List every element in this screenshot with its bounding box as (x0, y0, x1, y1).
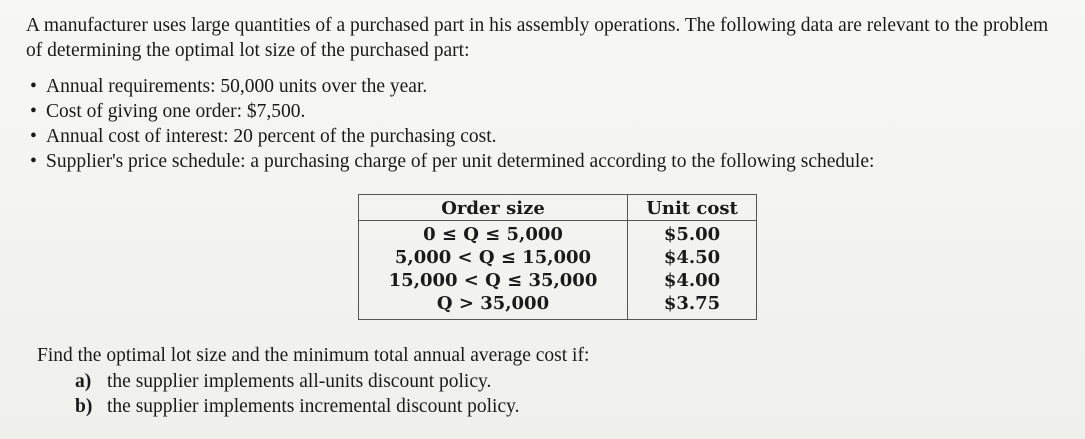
price-schedule-table (358, 194, 757, 320)
header-unit-cost: Unit cost (628, 195, 757, 221)
bullet-order-cost (30, 99, 874, 124)
part-text: the supplier implements incremental discount policy. (107, 396, 520, 417)
question-part-a (75, 369, 519, 394)
bullet-text: Cost of giving one order: $7,500. (46, 101, 306, 122)
bullet-text: Annual cost of interest: 20 percent of the purchasing cost. (46, 126, 497, 147)
bullet-annual-requirements (30, 74, 874, 99)
header-order-size: Order size (359, 195, 628, 221)
table-header-row (359, 195, 757, 221)
table-row (359, 246, 757, 269)
unit-cost-cell: $4.00 (663, 270, 721, 291)
bullet-text: Annual requirements: 50,000 units over the year. (46, 76, 428, 97)
table-row (359, 269, 757, 292)
part-letter: a) (75, 371, 92, 392)
part-letter: b) (75, 396, 93, 417)
table-row (359, 292, 757, 320)
order-size-cell: 0 ≤ Q ≤ 5,000 (359, 221, 628, 247)
order-size-cell: 15,000 < Q ≤ 35,000 (359, 269, 628, 292)
unit-cost-cell: $4.50 (663, 247, 721, 268)
table-row (359, 221, 757, 247)
data-bullet-list (30, 74, 874, 174)
bullet-dot: • (30, 76, 37, 97)
unit-cost-cell: $5.00 (663, 224, 721, 245)
bullet-dot: • (30, 101, 37, 122)
unit-cost-cell: $3.75 (663, 293, 721, 314)
bullet-dot: • (30, 126, 37, 147)
bullet-text: Supplier's price schedule: a purchasing charge of per unit determined according to the following schedule: (46, 151, 875, 172)
order-size-cell: Q > 35,000 (359, 292, 628, 320)
bullet-price-schedule (30, 149, 874, 174)
intro-paragraph: A manufacturer uses large quantities of a purchased part in his assembly operations. The following data are relevant to the problem of determining the optimal lot size of the purchased part: (26, 15, 1049, 61)
part-text: the supplier implements all-units discount policy. (107, 371, 492, 392)
question-parts-list (75, 369, 519, 419)
question-text: Find the optimal lot size and the minimum total annual average cost if: (37, 345, 590, 366)
bullet-dot: • (30, 151, 37, 172)
bullet-interest-cost (30, 124, 874, 149)
question-part-b (75, 394, 519, 419)
order-size-cell: 5,000 < Q ≤ 15,000 (359, 246, 628, 269)
